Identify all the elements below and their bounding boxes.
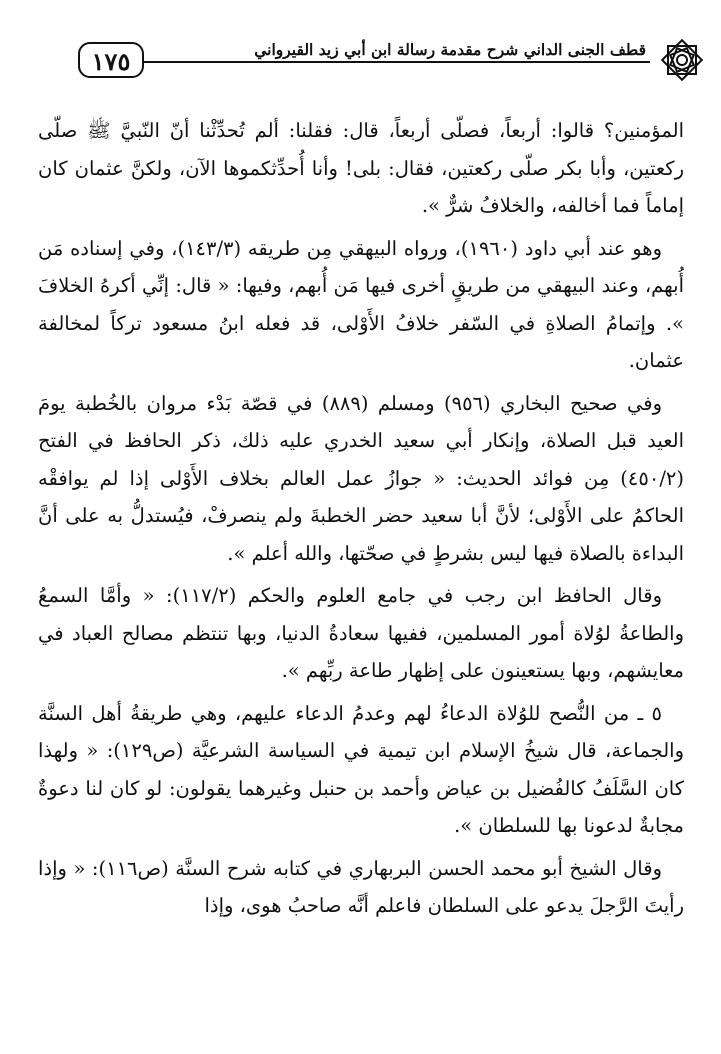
page-number: ١٧٥ [78,42,144,78]
paragraph: وقال الحافظ ابن رجب في جامع العلوم والحكم (١١٧/٢): « وأمَّا السمعُ والطاعةُ لوُلاة أمور المسلمين، ففيها سعادةُ الدنيا، وبها تنتظم مصالح العباد في معايشهم، وبها يستعينون على إظهار طاعة ربِّهم ». [38,584,684,682]
running-title: قطف الجنى الداني شرح مقدمة رسالة ابن أبي زيد القيرواني [254,40,646,59]
page-body [38,112,684,930]
paragraph: المؤمنين؟ قالوا: أربعاً، فصلّى أربعاً، قال: فقلنا: ألم تُحدِّثْنا أنّ النّبيَّ ﷺ صلّى ركعتين، وأبا بكر صلّى ركعتين، فقال: بلى! وأنا أُحدِّثكموها الآن، ولكنَّ عثمان كان إماماً فما أخالفه، والخلافُ شرٌّ ». [38,119,684,217]
paragraph: وهو عند أبي داود (١٩٦٠)، ورواه البيهقي مِن طريقه (١٤٣/٣)، وفي إسناده مَن أُبهم، وعند البيهقي من طريقٍ أخرى فيها مَن أُبهم، وفيها: « قال: إنِّي أكرهُ الخلافَ ». وإتمامُ الصلاةِ في السّفر خلافُ الأَوْلى، قد فعله ابنُ مسعود تركاً لمخالفة عثمان. [38,236,684,372]
paragraph: وفي صحيح البخاري (٩٥٦) ومسلم (٨٨٩) في قصّة بَدْء مروان بالخُطبة يومَ العيد قبل الصلاة، وإنكار أبي سعيد الخدري عليه ذلك، ذكر الحافظ في الفتح (٤٥٠/٢) مِن فوائد الحديث: « جوازُ عمل العالم بخلاف الأَوْلى إذا لم يوافقْه الحاكمُ على الأَوْلى؛ لأنَّ أبا سعيد حضر الخطبةَ ولم ينصرفْ، فيُستدلُّ به على أنَّ البداءة بالصلاة فيها ليس بشرطٍ في صحّتها، والله أعلم ». [38,391,684,565]
paragraph: وقال الشيخ أبو محمد الحسن البربهاري في كتابه شرح السنَّة (ص١١٦): « وإذا رأيتَ الرَّجلَ يدعو على السلطان فاعلم أنَّه صاحبُ هوى، وإذا [38,856,684,917]
paragraph: ٥ ـ من النُّصح للوُلاة الدعاءُ لهم وعدمُ الدعاء عليهم، وهي طريقةُ أهل السنَّة والجماعة، قال شيخُ الإسلام ابن تيمية في السياسة الشرعيَّة (ص١٢٩): « ولهذا كان السَّلَفُ كالفُضيل بن عياض وأحمد بن حنبل وغيرهما يقولون: لو كان لنا دعوةٌ مجابةٌ لدعونا بها للسلطان ». [38,701,684,837]
header-rule [140,61,650,63]
page-header [78,34,708,92]
ornament-icon [656,34,708,86]
